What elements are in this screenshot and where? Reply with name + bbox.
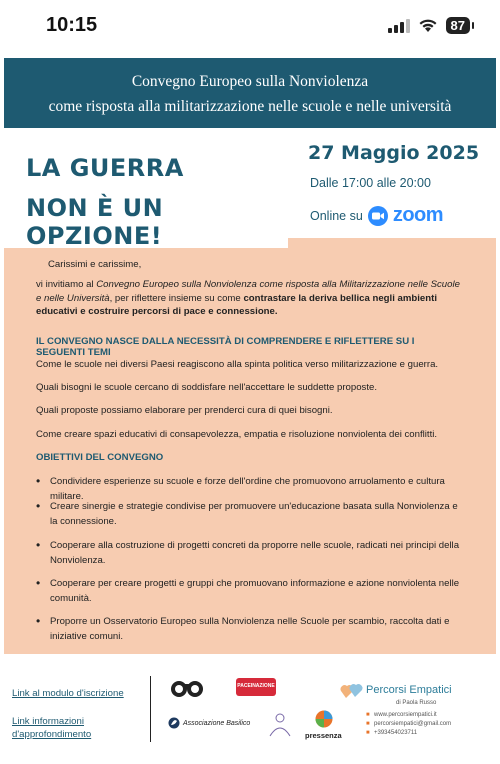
pe-phone: +393454023711 [374, 730, 418, 736]
pe-website: www.percorsiempatici.it [374, 712, 437, 718]
mail-icon: ■ [366, 721, 370, 727]
percorsi-empatici-subtitle: di Paola Russo [396, 700, 437, 706]
info-link-line-1[interactable]: Link informazioni [12, 716, 84, 727]
theme-item: Quali bisogni le scuole cercano di soddisfare nell'accettare le suddette proposte. [36, 382, 378, 393]
intro-text-2: , per riflettere insieme su come [109, 292, 244, 304]
status-bar [0, 0, 500, 56]
event-time: Dalle 17:00 alle 20:00 [310, 176, 431, 190]
hearts-logo-icon [340, 680, 364, 700]
event-date: 27 Maggio 2025 [308, 142, 480, 164]
phone-icon: ■ [366, 730, 370, 736]
cellular-signal-icon [388, 19, 410, 33]
battery-indicator: 87 [446, 17, 470, 34]
binoculars-logo-icon [170, 678, 204, 698]
percorsi-empatici-name: Percorsi Empatici [366, 684, 452, 696]
objective-item: • Condividere esperienze su scuole e forze dell'ordine che promuovono arruolamento e cultura militare. [36, 474, 461, 504]
title-line-1: LA GUERRA [26, 154, 184, 182]
basilico-leaf-icon [168, 717, 180, 729]
theme-item: Come creare spazi educativi di consapevolezza, empatia e risoluzione nonviolenta dei conflitti. [36, 429, 438, 440]
pe-email: percorsiempatici@gmail.com [374, 721, 452, 727]
paceinazione-logo-text: PACEINAZIONE [237, 683, 275, 689]
conference-banner [4, 58, 496, 128]
flyer-footer [4, 654, 496, 764]
objective-item: • Creare sinergie e strategie condivise per promuovere un'educazione basata sulla Nonviolenza e la connessione. [36, 499, 461, 529]
theme-item: Quali proposte possiamo elaborare per prenderci cura di quei bisogni. [36, 405, 333, 416]
nonviolence-figure-icon [266, 712, 294, 738]
event-flyer [4, 58, 496, 764]
info-link-line-2[interactable]: d'approfondimento [12, 729, 92, 740]
intro-conference-name: Convegno Europeo sulla Nonviolenza come risposta alla Militarizzazione nelle Scuole e nelle Università [36, 279, 460, 304]
objective-item: • Cooperare per creare progetti e gruppi che promuovano informazione e azione nonviolenta nelle comunità. [36, 576, 461, 606]
paceinazione-logo [236, 678, 276, 696]
intro-paragraph [36, 278, 461, 319]
intro-emphasis: contrastare la deriva bellica negli ambienti educativi e costruire percorsi di pace e connessione. [36, 292, 437, 317]
signup-form-link[interactable]: Link al modulo d'iscrizione [12, 688, 124, 699]
online-label: Online su [310, 208, 363, 223]
banner-line-2: come risposta alla militarizzazione nelle scuole e nelle università [48, 98, 452, 115]
zoom-logo: zoom [392, 204, 444, 226]
online-platform [310, 204, 443, 227]
objective-item: • Cooperare alla costruzione di progetti concreti da proporre nelle scuole, radicati nei principi della Nonviolenza. [36, 538, 461, 568]
web-icon: ■ [366, 712, 370, 718]
zoom-camera-icon [368, 206, 388, 226]
footer-divider [150, 676, 151, 742]
title-box [4, 128, 288, 248]
pressenza-logo-text: pressenza [305, 731, 342, 740]
theme-item: Come le scuole nei diversi Paesi reagiscono alla spinta politica verso militarizzazione e guerra. [36, 359, 439, 370]
greeting: Carissimi e carissime, [48, 259, 142, 270]
objectives-heading: OBIETTIVI DEL CONVEGNO [36, 452, 164, 463]
event-details [288, 128, 496, 238]
themes-heading: IL CONVEGNO NASCE DALLA NECESSITÀ DI COMPRENDERE E RIFLETTERE SU I SEGUENTI TEMI [36, 336, 415, 358]
objective-item: • Proporre un Osservatorio Europeo sulla Nonviolenza nelle Scuole per scambio, raccolta dati e iniziative comuni. [36, 614, 461, 644]
intro-text-1: vi invitiamo al [36, 279, 97, 290]
pressenza-globe-icon [315, 710, 333, 728]
title-line-2: NON È UN OPZIONE! [26, 194, 164, 250]
wifi-icon [418, 18, 438, 33]
banner-line-1: Convegno Europeo sulla Nonviolenza [131, 73, 369, 90]
basilico-logo-text: Associazione Basilico [183, 720, 251, 727]
status-icons [388, 17, 470, 34]
status-time: 10:15 [46, 14, 98, 36]
